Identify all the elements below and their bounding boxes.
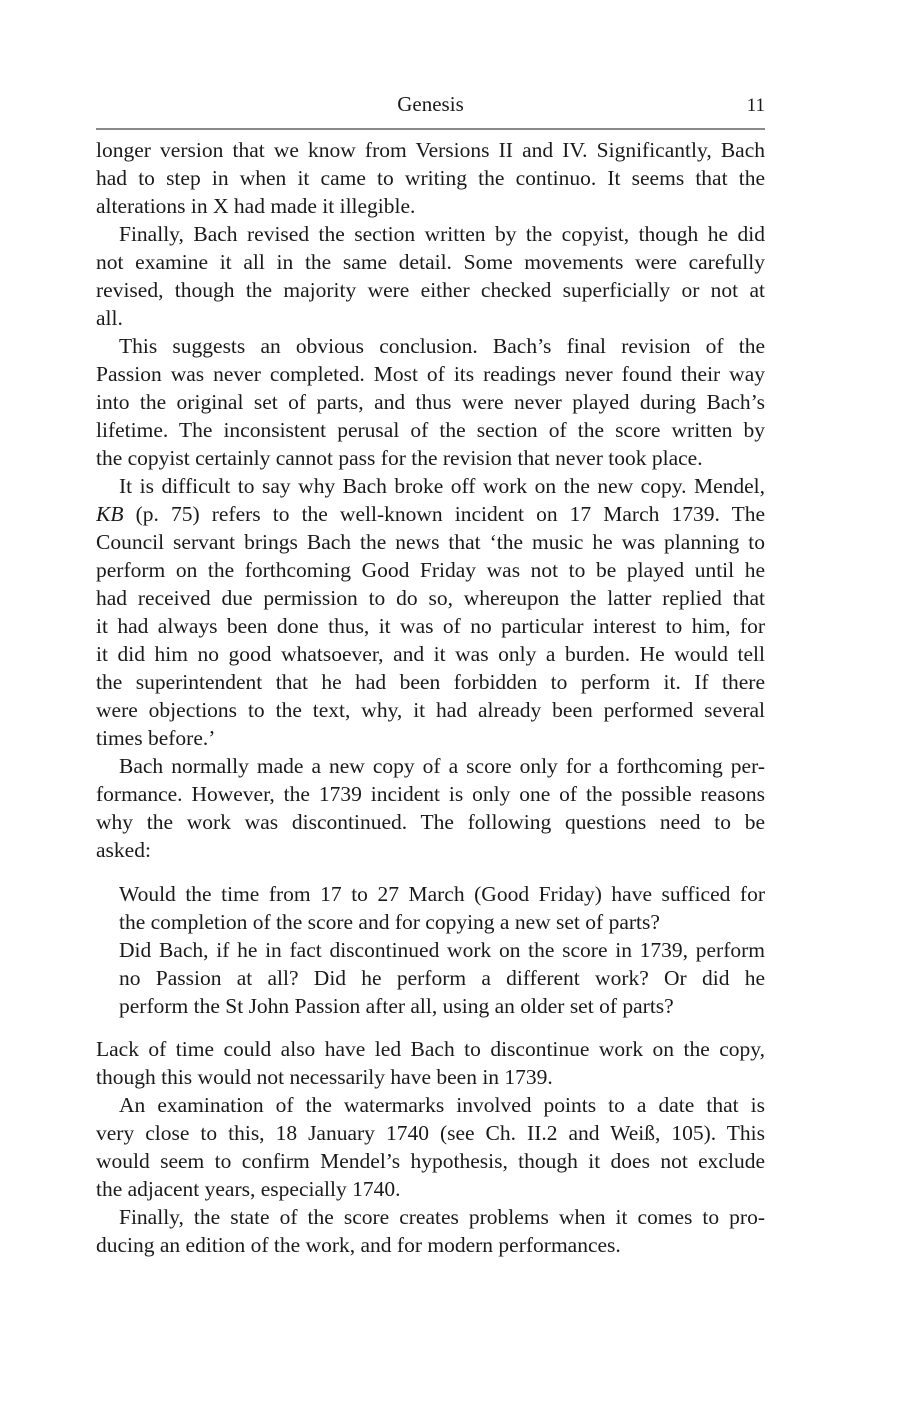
- text-line: it did him no good whatsoever, and it was only a burden. He would tell: [96, 642, 765, 666]
- text-line: were objections to the text, why, it had already been performed several: [96, 698, 765, 722]
- text-line: formance. However, the 1739 incident is only one of the possible reasons: [96, 782, 765, 806]
- text-line: Did Bach, if he in fact discontinued work on the score in 1739, perform: [119, 938, 765, 962]
- text-line: Lack of time could also have led Bach to discontinue work on the copy,: [96, 1037, 765, 1061]
- text-line: the superintendent that he had been forbidden to perform it. If there: [96, 670, 765, 694]
- abbreviation-kb: KB: [96, 502, 124, 526]
- text-line: perform on the forthcoming Good Friday was not to be played until he: [96, 558, 765, 582]
- paragraph-6: [96, 1035, 765, 1091]
- block-quote: [96, 880, 765, 1020]
- text-line: perform the St John Passion after all, using an older set of parts?: [119, 994, 674, 1018]
- paragraph-2: [96, 220, 765, 332]
- text-line: Finally, the state of the score creates problems when it comes to pro-: [119, 1205, 765, 1229]
- text-line: ducing an edition of the work, and for modern performances.: [96, 1233, 621, 1257]
- text-line: longer version that we know from Versions II and IV. Significantly, Bach: [96, 138, 765, 162]
- text-line: Finally, Bach revised the section written by the copyist, though he did: [119, 222, 765, 246]
- body-text: [96, 136, 765, 1259]
- paragraph-4: [96, 472, 765, 752]
- text-line: though this would not necessarily have been in 1739.: [96, 1065, 553, 1089]
- text-line: no Passion at all? Did he perform a different work? Or did he: [119, 966, 765, 990]
- text-line: would seem to confirm Mendel’s hypothesis, though it does not exclude: [96, 1149, 765, 1173]
- text-line: times before.’: [96, 726, 216, 750]
- text-line: the completion of the score and for copying a new set of parts?: [119, 910, 660, 934]
- spacer: [96, 1020, 765, 1035]
- text-line: asked:: [96, 838, 151, 862]
- text-line: [96, 500, 765, 528]
- text-line: Council servant brings Bach the news that ‘the music he was planning to: [96, 530, 765, 554]
- text-line: revised, though the majority were either checked superficially or not at: [96, 278, 765, 302]
- text-line: the copyist certainly cannot pass for the revision that never took place.: [96, 446, 703, 470]
- page-number: 11: [746, 95, 765, 116]
- text-line: alterations in X had made it illegible.: [96, 194, 416, 218]
- text-line: Would the time from 17 to 27 March (Good Friday) have sufficed for: [119, 882, 765, 906]
- text-line: This suggests an obvious conclusion. Bach’s final revision of the: [119, 334, 765, 358]
- paragraph-1: [96, 136, 765, 220]
- paragraph-5: [96, 752, 765, 864]
- text-line: very close to this, 18 January 1740 (see Ch. II.2 and Weiß, 105). This: [96, 1121, 765, 1145]
- text-line: An examination of the watermarks involved points to a date that is: [119, 1093, 765, 1117]
- running-title: Genesis: [397, 92, 464, 116]
- text-line: Bach normally made a new copy of a score only for a forthcoming per-: [119, 754, 765, 778]
- text-line: not examine it all in the same detail. Some movements were carefully: [96, 250, 765, 274]
- paragraph-7: [96, 1091, 765, 1203]
- spacer: [96, 864, 765, 880]
- text-line: into the original set of parts, and thus were never played during Bach’s: [96, 390, 765, 414]
- text-line: why the work was discontinued. The following questions need to be: [96, 810, 765, 834]
- text-line: all.: [96, 306, 123, 330]
- paragraph-3: [96, 332, 765, 472]
- header-rule: [96, 128, 765, 130]
- text-line: had to step in when it came to writing the continuo. It seems that the: [96, 166, 765, 190]
- text-line: had received due permission to do so, whereupon the latter replied that: [96, 586, 765, 610]
- text-line: it had always been done thus, it was of no particular interest to him, for: [96, 614, 765, 638]
- text-line: Passion was never completed. Most of its readings never found their way: [96, 362, 765, 386]
- text-line: lifetime. The inconsistent perusal of the section of the score written by: [96, 418, 765, 442]
- paragraph-8: [96, 1203, 765, 1259]
- text-span: (p. 75) refers to the well-known incident on 17 March 1739. The: [123, 502, 765, 526]
- running-head: [96, 92, 765, 122]
- text-line: the adjacent years, especially 1740.: [96, 1177, 401, 1201]
- text-line: It is difficult to say why Bach broke off work on the new copy. Mendel,: [119, 474, 765, 498]
